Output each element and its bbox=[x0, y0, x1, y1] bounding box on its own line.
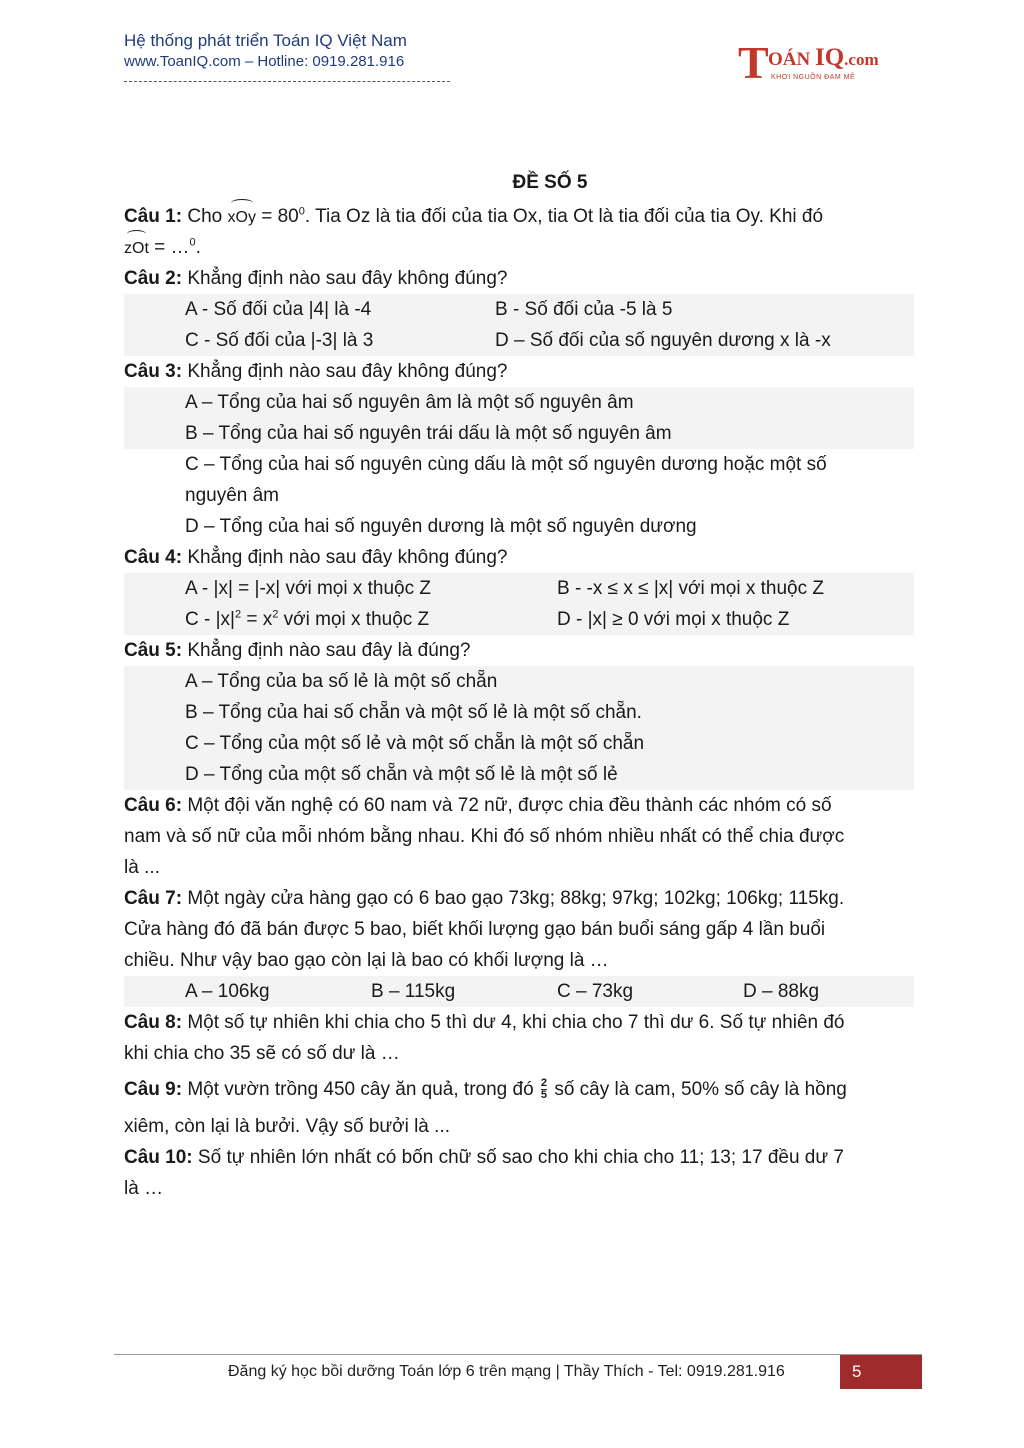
question-8-text-1: Một số tự nhiên khi chia cho 5 thì dư 4, khi chia cho 7 thì dư 6. Số tự nhiên đó bbox=[187, 1012, 845, 1033]
question-2 bbox=[124, 263, 914, 294]
toaniq-logo bbox=[738, 37, 898, 90]
question-1-text-pre: Cho bbox=[187, 206, 223, 227]
fraction-numerator: 2 bbox=[540, 1077, 548, 1090]
question-5-label: Câu 5: bbox=[124, 640, 183, 661]
question-2-label: Câu 2: bbox=[124, 268, 183, 289]
question-5 bbox=[124, 635, 914, 666]
fraction-two-fifths bbox=[541, 1078, 547, 1101]
question-6-line-3: là ... bbox=[124, 857, 160, 878]
question-4-label: Câu 4: bbox=[124, 547, 183, 568]
question-3-option-c-line-1: C – Tổng của hai số nguyên cùng dấu là một số nguyên dương hoặc một số bbox=[185, 454, 827, 475]
header-divider bbox=[124, 81, 450, 82]
question-7-line-3: chiều. Như vậy bao gạo còn lại là bao có khối lượng là … bbox=[124, 950, 609, 971]
question-1-line-1 bbox=[124, 201, 914, 232]
question-3 bbox=[124, 356, 914, 387]
question-7-line-1 bbox=[124, 883, 914, 914]
question-8-line-2: khi chia cho 35 sẽ có số dư là … bbox=[124, 1043, 400, 1064]
question-5-text: Khẳng định nào sau đây là đúng? bbox=[187, 640, 471, 661]
question-9-label: Câu 9: bbox=[124, 1079, 183, 1100]
logo-wordmark bbox=[768, 44, 879, 71]
question-4-options-row-2 bbox=[124, 604, 914, 635]
angle-xoy: xOy bbox=[228, 202, 256, 233]
question-3-option-d: D – Tổng của hai số nguyên dương là một số nguyên dương bbox=[185, 516, 697, 537]
question-1-value: = 80 bbox=[261, 206, 299, 227]
exam-content bbox=[124, 201, 914, 1204]
logo-letter-t: T bbox=[738, 37, 769, 88]
question-1-label: Câu 1: bbox=[124, 206, 183, 227]
question-3-text: Khẳng định nào sau đây không đúng? bbox=[187, 361, 508, 382]
question-4-option-c bbox=[185, 609, 429, 630]
question-3-label: Câu 3: bbox=[124, 361, 183, 382]
header-website-hotline: www.ToanIQ.com – Hotline: 0919.281.916 bbox=[124, 53, 405, 70]
logo-oan: OÁN bbox=[768, 49, 811, 70]
angle-zot: zOt bbox=[124, 233, 149, 264]
question-9-line-1 bbox=[124, 1069, 914, 1111]
question-2-options-row-1 bbox=[124, 294, 914, 325]
question-2-text: Khẳng định nào sau đây không đúng? bbox=[187, 268, 508, 289]
question-3-option-c-line-2: nguyên âm bbox=[185, 485, 280, 506]
question-8-line-1 bbox=[124, 1007, 914, 1038]
option-c-sup-1: 2 bbox=[234, 608, 242, 621]
question-1-blank: = … bbox=[154, 237, 190, 258]
question-5-option-b: B – Tổng của hai số chẵn và một số lẻ là một số chẵn. bbox=[124, 697, 914, 728]
question-8-label: Câu 8: bbox=[124, 1012, 183, 1033]
question-10-text-1: Số tự nhiên lớn nhất có bốn chữ số sao cho khi chia cho 11; 13; 17 đều dư 7 bbox=[197, 1147, 844, 1168]
header-org-name: Hệ thống phát triển Toán IQ Việt Nam bbox=[124, 31, 407, 50]
question-2-option-b: B - Số đối của -5 là 5 bbox=[495, 299, 673, 320]
logo-slogan: KHƠI NGUỒN ĐAM MÊ bbox=[771, 74, 856, 81]
page-number: 5 bbox=[840, 1355, 922, 1389]
question-7-text-1: Một ngày cửa hàng gạo có 6 bao gạo 73kg; 88kg; 97kg; 102kg; 106kg; 115kg. bbox=[187, 888, 845, 909]
question-7-label: Câu 7: bbox=[124, 888, 183, 909]
question-7-option-d: D – 88kg bbox=[743, 981, 820, 1002]
question-2-option-c: C - Số đối của |-3| là 3 bbox=[185, 330, 374, 351]
option-c-pre: C - |x| bbox=[185, 609, 235, 630]
option-c-mid: = x bbox=[241, 609, 273, 630]
degree-sup-2: 0 bbox=[189, 236, 196, 249]
fraction-denominator: 5 bbox=[540, 1089, 548, 1102]
question-4-option-b: B - -x ≤ x ≤ |x| với mọi x thuộc Z bbox=[557, 578, 825, 599]
question-2-option-a: A - Số đối của |4| là -4 bbox=[185, 299, 372, 320]
footer-divider bbox=[114, 1354, 922, 1355]
logo-com: .com bbox=[844, 50, 879, 69]
question-4 bbox=[124, 542, 914, 573]
question-7-option-a: A – 106kg bbox=[185, 981, 270, 1002]
question-5-option-c: C – Tổng của một số lẻ và một số chẵn là một số chẵn bbox=[124, 728, 914, 759]
question-7-option-b: B – 115kg bbox=[371, 981, 456, 1002]
question-3-option-a: A – Tổng của hai số nguyên âm là một số nguyên âm bbox=[124, 387, 914, 418]
question-4-option-d: D - |x| ≥ 0 với mọi x thuộc Z bbox=[557, 609, 790, 630]
question-6-line-2: nam và số nữ của mỗi nhóm bằng nhau. Khi đó số nhóm nhiều nhất có thể chia được bbox=[124, 826, 845, 847]
option-c-sup-2: 2 bbox=[272, 608, 279, 621]
footer-text: Đăng ký học bồi dưỡng Toán lớp 6 trên mạng | Thầy Thích - Tel: 0919.281.916 bbox=[228, 1363, 785, 1380]
question-9-text-pre: Một vườn trồng 450 cây ăn quả, trong đó bbox=[187, 1079, 534, 1100]
question-7-option-c: C – 73kg bbox=[557, 981, 634, 1002]
degree-sup: 0 bbox=[298, 205, 305, 218]
question-1-line-2 bbox=[124, 232, 914, 263]
question-5-option-a: A – Tổng của ba số lẻ là một số chẵn bbox=[124, 666, 914, 697]
question-10-line-2: là … bbox=[124, 1178, 164, 1199]
question-9-line-2: xiêm, còn lại là bưởi. Vậy số bưởi là ... bbox=[124, 1116, 450, 1137]
question-1-text-rest: . Tia Oz là tia đối của tia Ox, tia Ot là tia đối của tia Oy. Khi đó bbox=[304, 206, 824, 227]
question-7-options bbox=[124, 976, 914, 1007]
logo-iq: IQ bbox=[814, 44, 845, 71]
question-6-label: Câu 6: bbox=[124, 795, 183, 816]
question-4-option-a: A - |x| = |-x| với mọi x thuộc Z bbox=[185, 578, 432, 599]
question-2-option-d: D – Số đối của số nguyên dương x là -x bbox=[495, 330, 831, 351]
question-4-options-row-1 bbox=[124, 573, 914, 604]
question-10-line-1 bbox=[124, 1142, 914, 1173]
question-9-text-post: số cây là cam, 50% số cây là hồng bbox=[554, 1079, 847, 1100]
question-6-text-1: Một đội văn nghệ có 60 nam và 72 nữ, được chia đều thành các nhóm có số bbox=[187, 795, 832, 816]
option-c-post: với mọi x thuộc Z bbox=[278, 609, 430, 630]
question-7-line-2: Cửa hàng đó đã bán được 5 bao, biết khối lượng gạo bán buổi sáng gấp 4 lần buổi bbox=[124, 919, 826, 940]
question-6-line-1 bbox=[124, 790, 914, 821]
question-5-option-d: D – Tổng của một số chẵn và một số lẻ là một số lẻ bbox=[124, 759, 914, 790]
page-title: ĐỀ SỐ 5 bbox=[512, 172, 588, 193]
question-3-option-b: B – Tổng của hai số nguyên trái dấu là một số nguyên âm bbox=[124, 418, 914, 449]
question-4-text: Khẳng định nào sau đây không đúng? bbox=[187, 547, 508, 568]
question-2-options-row-2 bbox=[124, 325, 914, 356]
question-10-label: Câu 10: bbox=[124, 1147, 193, 1168]
question-1-dot: . bbox=[195, 237, 201, 258]
header-info bbox=[124, 30, 407, 72]
